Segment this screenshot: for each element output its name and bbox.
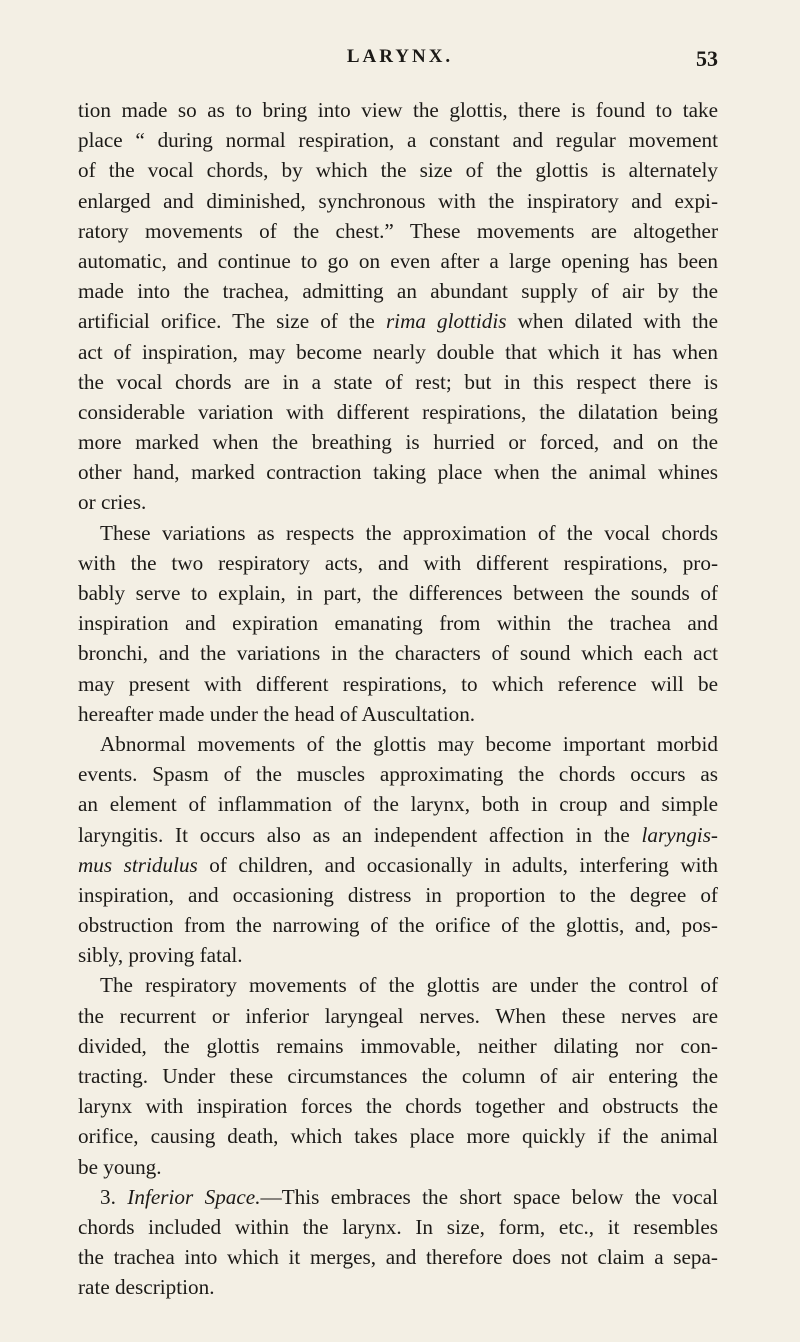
text-line: made into the trachea, admitting an abundant supply of air by the xyxy=(78,279,718,304)
text-segment: —This embraces the short space below the vocal xyxy=(260,1184,718,1209)
text-line: bronchi, and the variations in the characters of sound which each act xyxy=(78,641,718,666)
text-line: enlarged and diminished, synchronous with the inspiratory and expi- xyxy=(78,188,718,213)
text-line: the trachea into which it merges, and therefore does not claim a sepa- xyxy=(78,1245,718,1270)
text-line: place “ during normal respiration, a constant and regular movement xyxy=(78,128,718,153)
text-line xyxy=(78,820,718,850)
running-head: LARYNX. xyxy=(346,46,454,67)
text-line: other hand, marked contraction taking place when the animal whines xyxy=(78,460,718,485)
text-line: may present with different respirations, to which reference will be xyxy=(78,671,718,696)
text-line xyxy=(78,1182,718,1212)
text-segment: artificial orifice. The size of the xyxy=(78,309,386,334)
body-text xyxy=(78,95,718,1303)
text-line: an element of inflammation of the larynx, both in croup and simple xyxy=(78,792,718,817)
section-number: 3. xyxy=(100,1184,128,1209)
page-header xyxy=(0,46,800,76)
text-line: The respiratory movements of the glottis are under the control of xyxy=(100,973,718,998)
text-segment: laryngitis. It occurs also as an independent affection in the xyxy=(78,822,642,847)
text-line: ratory movements of the chest.” These movements are altogether xyxy=(78,218,718,243)
text-line: act of inspiration, may become nearly double that which it has when xyxy=(78,339,718,364)
text-segment: when dilated with the xyxy=(506,309,719,334)
text-line: considerable variation with different respirations, the dilatation being xyxy=(78,399,718,424)
text-line: be young. xyxy=(78,1154,162,1179)
text-line: inspiration, and occasioning distress in proportion to the degree of xyxy=(78,882,718,907)
italic-term: laryngis- xyxy=(641,822,718,847)
text-line: hereafter made under the head of Auscultation. xyxy=(78,701,476,726)
text-line: inspiration and expiration emanating from within the trachea and xyxy=(78,611,718,636)
text-line: with the two respiratory acts, and with different respirations, pro- xyxy=(78,550,718,575)
text-line: of the vocal chords, by which the size of the glottis is alternately xyxy=(78,158,718,183)
text-line xyxy=(78,306,718,336)
text-line: more marked when the breathing is hurried or forced, and on the xyxy=(78,430,718,455)
text-line: larynx with inspiration forces the chords together and obstructs the xyxy=(78,1094,718,1119)
italic-term: rima glottidis xyxy=(385,309,507,334)
text-line: rate description. xyxy=(78,1275,215,1300)
page-number: 53 xyxy=(696,46,718,71)
text-line: divided, the glottis remains immovable, neither dilating nor con- xyxy=(78,1033,718,1058)
text-line: events. Spasm of the muscles approximating the chords occurs as xyxy=(78,762,718,787)
text-line: or cries. xyxy=(78,490,147,515)
text-line xyxy=(78,850,718,880)
text-line: automatic, and continue to go on even after a large opening has been xyxy=(78,248,718,273)
text-line: These variations as respects the approximation of the vocal chords xyxy=(100,520,718,545)
italic-term: mus stridulus xyxy=(78,852,198,877)
text-line: Abnormal movements of the glottis may become important morbid xyxy=(100,731,718,756)
text-line: sibly, proving fatal. xyxy=(78,943,243,968)
section-heading: Inferior Space. xyxy=(127,1184,261,1209)
text-segment: of children, and occasionally in adults, interfering with xyxy=(197,852,718,877)
text-line: obstruction from the narrowing of the orifice of the glottis, and, pos- xyxy=(78,913,718,938)
text-line: orifice, causing death, which takes place more quickly if the animal xyxy=(78,1124,718,1149)
text-line: the recurrent or inferior laryngeal nerves. When these nerves are xyxy=(78,1003,718,1028)
text-line: tracting. Under these circumstances the column of air entering the xyxy=(78,1064,718,1088)
text-line: the vocal chords are in a state of rest; but in this respect there is xyxy=(78,369,718,394)
text-line: chords included within the larynx. In size, form, etc., it resembles xyxy=(78,1214,718,1239)
text-line: tion made so as to bring into view the glottis, there is found to take xyxy=(78,98,718,122)
text-line: bably serve to explain, in part, the differences between the sounds of xyxy=(78,581,718,605)
